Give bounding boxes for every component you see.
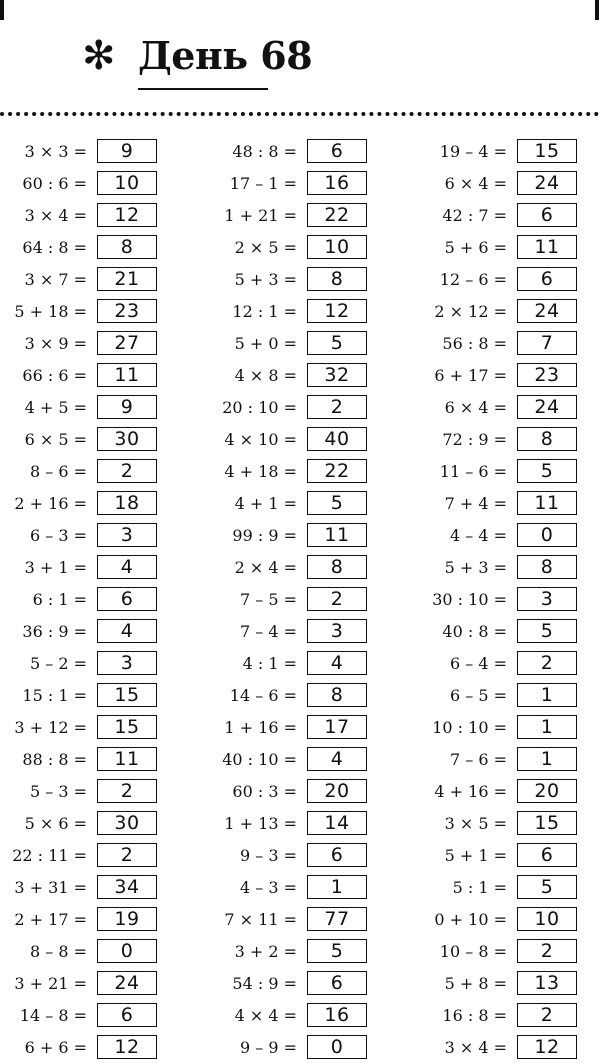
exercise-row (420, 872, 595, 904)
exercise-expression: 3 + 12 = (14, 718, 87, 737)
answer-box[interactable]: 2 (517, 1003, 577, 1027)
exercise-row (420, 200, 595, 232)
answer-box[interactable]: 34 (97, 875, 157, 899)
exercise-expression: 14 – 6 = (229, 686, 297, 705)
exercise-expression: 5 + 3 = (234, 270, 297, 289)
exercise-row (0, 584, 175, 616)
answer-box[interactable]: 0 (517, 523, 577, 547)
exercise-row (420, 328, 595, 360)
answer-box[interactable]: 1 (517, 683, 577, 707)
exercise-expression: 10 – 8 = (439, 942, 507, 961)
exercise-expression: 6 – 4 = (449, 654, 507, 673)
answer-box[interactable]: 24 (517, 395, 577, 419)
answer-box[interactable]: 20 (517, 779, 577, 803)
exercise-expression: 60 : 6 = (22, 174, 87, 193)
answer-box[interactable]: 6 (517, 843, 577, 867)
exercise-expression: 19 – 4 = (439, 142, 507, 161)
exercise-expression: 40 : 10 = (222, 750, 297, 769)
answer-box[interactable]: 6 (307, 843, 367, 867)
answer-box[interactable]: 16 (307, 171, 367, 195)
answer-box[interactable]: 32 (307, 363, 367, 387)
exercise-row (420, 168, 595, 200)
asterisk-ornament-icon: ✻ (82, 33, 116, 79)
exercise-row (0, 968, 175, 1000)
exercise-expression: 7 × 11 = (224, 910, 297, 929)
exercise-row (420, 296, 595, 328)
exercise-row (0, 872, 175, 904)
exercise-expression: 2 + 17 = (14, 910, 87, 929)
answer-box[interactable]: 3 (307, 619, 367, 643)
exercise-expression: 36 : 9 = (22, 622, 87, 641)
exercise-row (0, 712, 175, 744)
exercise-expression: 3 + 21 = (14, 974, 87, 993)
exercise-expression: 4 × 8 = (234, 366, 297, 385)
exercise-row (0, 520, 175, 552)
answer-box[interactable]: 6 (307, 971, 367, 995)
title-underline (138, 88, 268, 90)
exercise-row (210, 520, 385, 552)
exercise-expression: 5 × 6 = (24, 814, 87, 833)
exercise-expression: 3 × 4 = (24, 206, 87, 225)
answer-box[interactable]: 1 (517, 715, 577, 739)
exercise-expression: 6 × 4 = (444, 174, 507, 193)
exercise-row (420, 680, 595, 712)
exercise-expression: 2 × 4 = (234, 558, 297, 577)
answer-box[interactable]: 22 (307, 459, 367, 483)
answer-box[interactable]: 6 (97, 587, 157, 611)
exercise-expression: 7 + 4 = (444, 494, 507, 513)
answer-box[interactable]: 8 (517, 427, 577, 451)
exercise-expression: 4 + 5 = (24, 398, 87, 417)
answer-box[interactable]: 8 (517, 555, 577, 579)
exercise-row (0, 296, 175, 328)
exercise-expression: 6 × 4 = (444, 398, 507, 417)
exercise-expression: 6 + 17 = (434, 366, 507, 385)
exercise-row (0, 904, 175, 936)
answer-box[interactable]: 18 (97, 491, 157, 515)
exercise-row (210, 552, 385, 584)
answer-box[interactable]: 12 (517, 1035, 577, 1059)
exercise-expression: 12 – 6 = (439, 270, 507, 289)
exercise-expression: 5 : 1 = (452, 878, 507, 897)
exercise-expression: 1 + 13 = (224, 814, 297, 833)
answer-box[interactable]: 9 (97, 139, 157, 163)
exercise-row (420, 1000, 595, 1032)
exercise-expression: 4 + 18 = (224, 462, 297, 481)
exercise-expression: 5 – 3 = (29, 782, 87, 801)
exercise-row (0, 840, 175, 872)
exercise-row (0, 808, 175, 840)
answer-box[interactable]: 10 (97, 171, 157, 195)
exercise-row (420, 904, 595, 936)
exercise-row (420, 360, 595, 392)
exercise-row (210, 296, 385, 328)
exercise-expression: 5 + 3 = (444, 558, 507, 577)
exercise-row (0, 744, 175, 776)
exercise-expression: 9 – 9 = (239, 1038, 297, 1057)
exercise-row (0, 232, 175, 264)
exercise-expression: 8 – 8 = (29, 942, 87, 961)
exercise-row (210, 456, 385, 488)
exercise-row (0, 168, 175, 200)
exercise-row (420, 776, 595, 808)
exercise-expression: 2 + 16 = (14, 494, 87, 513)
exercise-expression: 4 × 4 = (234, 1006, 297, 1025)
exercise-column-1 (0, 136, 175, 1064)
exercise-row (420, 520, 595, 552)
exercise-expression: 5 – 2 = (29, 654, 87, 673)
exercise-row (420, 1032, 595, 1064)
answer-box[interactable]: 15 (517, 811, 577, 835)
exercise-row (210, 712, 385, 744)
exercise-row (210, 584, 385, 616)
answer-box[interactable]: 10 (307, 235, 367, 259)
exercise-row (210, 392, 385, 424)
answer-box[interactable]: 6 (517, 203, 577, 227)
answer-box[interactable]: 6 (307, 139, 367, 163)
answer-box[interactable]: 2 (307, 587, 367, 611)
answer-box[interactable]: 77 (307, 907, 367, 931)
exercise-expression: 15 : 1 = (22, 686, 87, 705)
exercise-expression: 4 – 4 = (449, 526, 507, 545)
exercise-expression: 9 – 3 = (239, 846, 297, 865)
exercise-expression: 1 + 16 = (224, 718, 297, 737)
answer-box[interactable]: 5 (307, 491, 367, 515)
answer-box[interactable]: 8 (307, 683, 367, 707)
answer-box[interactable]: 30 (97, 427, 157, 451)
exercise-row (420, 424, 595, 456)
exercise-row (420, 552, 595, 584)
exercise-row (210, 424, 385, 456)
exercise-expression: 7 – 6 = (449, 750, 507, 769)
exercise-row (210, 1032, 385, 1064)
exercise-row (0, 648, 175, 680)
answer-box[interactable]: 20 (307, 779, 367, 803)
answer-box[interactable]: 1 (517, 747, 577, 771)
exercise-expression: 3 × 5 = (444, 814, 507, 833)
answer-box[interactable]: 5 (307, 939, 367, 963)
answer-box[interactable]: 0 (97, 939, 157, 963)
answer-box[interactable]: 11 (97, 363, 157, 387)
exercise-row (0, 456, 175, 488)
exercise-row (0, 1032, 175, 1064)
exercise-row (0, 1000, 175, 1032)
answer-box[interactable]: 11 (97, 747, 157, 771)
exercise-expression: 6 : 1 = (32, 590, 87, 609)
answer-box[interactable]: 22 (307, 203, 367, 227)
exercise-expression: 54 : 9 = (232, 974, 297, 993)
answer-box[interactable]: 5 (307, 331, 367, 355)
exercise-row (0, 776, 175, 808)
dotted-divider (0, 112, 599, 116)
page-border-right (595, 0, 599, 20)
exercise-row (420, 264, 595, 296)
answer-box[interactable]: 3 (517, 587, 577, 611)
exercise-expression: 12 : 1 = (232, 302, 297, 321)
exercise-row (210, 232, 385, 264)
answer-box[interactable]: 1 (307, 875, 367, 899)
exercise-row (210, 264, 385, 296)
exercise-expression: 3 + 2 = (234, 942, 297, 961)
answer-box[interactable]: 23 (517, 363, 577, 387)
answer-box[interactable]: 23 (97, 299, 157, 323)
exercise-expression: 72 : 9 = (442, 430, 507, 449)
answer-box[interactable]: 5 (517, 619, 577, 643)
exercise-row (210, 648, 385, 680)
exercise-expression: 3 + 1 = (24, 558, 87, 577)
answer-box[interactable]: 15 (97, 683, 157, 707)
exercise-row (210, 680, 385, 712)
answer-box[interactable]: 4 (97, 619, 157, 643)
answer-box[interactable]: 3 (97, 523, 157, 547)
exercise-row (210, 200, 385, 232)
answer-box[interactable]: 4 (307, 651, 367, 675)
exercise-row (210, 808, 385, 840)
exercise-expression: 6 × 5 = (24, 430, 87, 449)
exercise-expression: 64 : 8 = (22, 238, 87, 257)
exercise-row (420, 456, 595, 488)
exercise-expression: 5 + 6 = (444, 238, 507, 257)
answer-box[interactable]: 21 (97, 267, 157, 291)
answer-box[interactable]: 5 (517, 875, 577, 899)
answer-box[interactable]: 2 (517, 939, 577, 963)
exercise-expression: 3 × 7 = (24, 270, 87, 289)
exercise-row (420, 840, 595, 872)
answer-box[interactable]: 2 (97, 459, 157, 483)
answer-box[interactable]: 30 (97, 811, 157, 835)
answer-box[interactable]: 17 (307, 715, 367, 739)
exercise-row (420, 616, 595, 648)
exercise-expression: 0 + 10 = (434, 910, 507, 929)
answer-box[interactable]: 8 (97, 235, 157, 259)
exercise-row (420, 936, 595, 968)
exercise-expression: 3 × 9 = (24, 334, 87, 353)
exercise-expression: 17 – 1 = (229, 174, 297, 193)
answer-box[interactable]: 3 (97, 651, 157, 675)
exercise-row (210, 744, 385, 776)
exercise-expression: 99 : 9 = (232, 526, 297, 545)
exercise-expression: 10 : 10 = (432, 718, 507, 737)
exercise-row (0, 552, 175, 584)
answer-box[interactable]: 11 (517, 491, 577, 515)
answer-box[interactable]: 12 (97, 203, 157, 227)
page-border-left (0, 0, 4, 20)
exercise-row (420, 712, 595, 744)
exercise-row (210, 1000, 385, 1032)
exercise-expression: 2 × 5 = (234, 238, 297, 257)
exercise-row (0, 328, 175, 360)
exercise-row (0, 680, 175, 712)
answer-box[interactable]: 24 (517, 299, 577, 323)
answer-box[interactable]: 11 (307, 523, 367, 547)
exercise-expression: 42 : 7 = (442, 206, 507, 225)
exercise-expression: 7 – 5 = (239, 590, 297, 609)
exercise-row (420, 744, 595, 776)
exercise-expression: 6 + 6 = (24, 1038, 87, 1057)
exercise-row (210, 616, 385, 648)
exercise-row (210, 968, 385, 1000)
exercise-row (210, 776, 385, 808)
exercise-row (0, 616, 175, 648)
exercise-row (420, 232, 595, 264)
answer-box[interactable]: 8 (307, 555, 367, 579)
exercise-row (0, 424, 175, 456)
exercise-expression: 2 × 12 = (434, 302, 507, 321)
exercise-expression: 5 + 1 = (444, 846, 507, 865)
answer-box[interactable]: 9 (97, 395, 157, 419)
exercise-expression: 4 + 1 = (234, 494, 297, 513)
answer-box[interactable]: 6 (97, 1003, 157, 1027)
answer-box[interactable]: 15 (97, 715, 157, 739)
exercise-expression: 5 + 0 = (234, 334, 297, 353)
answer-box[interactable]: 7 (517, 331, 577, 355)
exercise-expression: 4 × 10 = (224, 430, 297, 449)
answer-box[interactable]: 4 (307, 747, 367, 771)
exercise-expression: 1 + 21 = (224, 206, 297, 225)
answer-box[interactable]: 2 (307, 395, 367, 419)
answer-box[interactable]: 13 (517, 971, 577, 995)
exercise-row (210, 872, 385, 904)
exercise-expression: 6 – 5 = (449, 686, 507, 705)
exercise-row (0, 936, 175, 968)
exercise-row (210, 488, 385, 520)
exercise-expression: 8 – 6 = (29, 462, 87, 481)
exercise-expression: 88 : 8 = (22, 750, 87, 769)
exercise-expression: 5 + 18 = (14, 302, 87, 321)
exercise-row (210, 360, 385, 392)
exercise-row (210, 168, 385, 200)
exercise-column-3 (420, 136, 595, 1064)
exercise-column-2 (210, 136, 385, 1064)
exercise-expression: 4 : 1 = (242, 654, 297, 673)
answer-box[interactable]: 19 (97, 907, 157, 931)
exercise-row (420, 808, 595, 840)
exercise-expression: 48 : 8 = (232, 142, 297, 161)
answer-box[interactable]: 10 (517, 907, 577, 931)
exercise-expression: 3 + 31 = (14, 878, 87, 897)
answer-box[interactable]: 2 (97, 843, 157, 867)
exercise-row (420, 488, 595, 520)
exercise-row (210, 136, 385, 168)
exercise-row (0, 392, 175, 424)
answer-box[interactable]: 11 (517, 235, 577, 259)
exercise-row (210, 840, 385, 872)
answer-box[interactable]: 0 (307, 1035, 367, 1059)
exercise-expression: 56 : 8 = (442, 334, 507, 353)
answer-box[interactable]: 27 (97, 331, 157, 355)
exercise-expression: 3 × 3 = (24, 142, 87, 161)
answer-box[interactable]: 16 (307, 1003, 367, 1027)
exercise-expression: 22 : 11 = (12, 846, 87, 865)
exercise-row (420, 968, 595, 1000)
answer-box[interactable]: 8 (307, 267, 367, 291)
exercise-row (0, 488, 175, 520)
exercise-expression: 6 – 3 = (29, 526, 87, 545)
answer-box[interactable]: 12 (307, 299, 367, 323)
exercise-expression: 11 – 6 = (439, 462, 507, 481)
answer-box[interactable]: 2 (97, 779, 157, 803)
answer-box[interactable]: 15 (517, 139, 577, 163)
answer-box[interactable]: 12 (97, 1035, 157, 1059)
answer-box[interactable]: 6 (517, 267, 577, 291)
answer-box[interactable]: 40 (307, 427, 367, 451)
exercise-row (0, 264, 175, 296)
page-title: День 68 (138, 33, 313, 78)
exercise-row (0, 200, 175, 232)
exercise-expression: 3 × 4 = (444, 1038, 507, 1057)
exercise-row (210, 328, 385, 360)
exercise-expression: 7 – 4 = (239, 622, 297, 641)
exercise-row (210, 936, 385, 968)
exercise-row (210, 904, 385, 936)
exercise-expression: 30 : 10 = (432, 590, 507, 609)
exercise-expression: 5 + 8 = (444, 974, 507, 993)
answer-box[interactable]: 14 (307, 811, 367, 835)
exercise-expression: 20 : 10 = (222, 398, 297, 417)
answer-box[interactable]: 5 (517, 459, 577, 483)
exercise-row (0, 360, 175, 392)
answer-box[interactable]: 24 (517, 171, 577, 195)
exercise-expression: 16 : 8 = (442, 1006, 507, 1025)
exercise-row (420, 392, 595, 424)
exercise-expression: 40 : 8 = (442, 622, 507, 641)
exercise-expression: 4 – 3 = (239, 878, 297, 897)
exercise-expression: 60 : 3 = (232, 782, 297, 801)
answer-box[interactable]: 4 (97, 555, 157, 579)
exercise-expression: 66 : 6 = (22, 366, 87, 385)
exercise-row (420, 648, 595, 680)
exercise-row (420, 584, 595, 616)
answer-box[interactable]: 24 (97, 971, 157, 995)
exercise-row (0, 136, 175, 168)
exercise-expression: 14 – 8 = (19, 1006, 87, 1025)
answer-box[interactable]: 2 (517, 651, 577, 675)
exercise-expression: 4 + 16 = (434, 782, 507, 801)
exercise-row (420, 136, 595, 168)
